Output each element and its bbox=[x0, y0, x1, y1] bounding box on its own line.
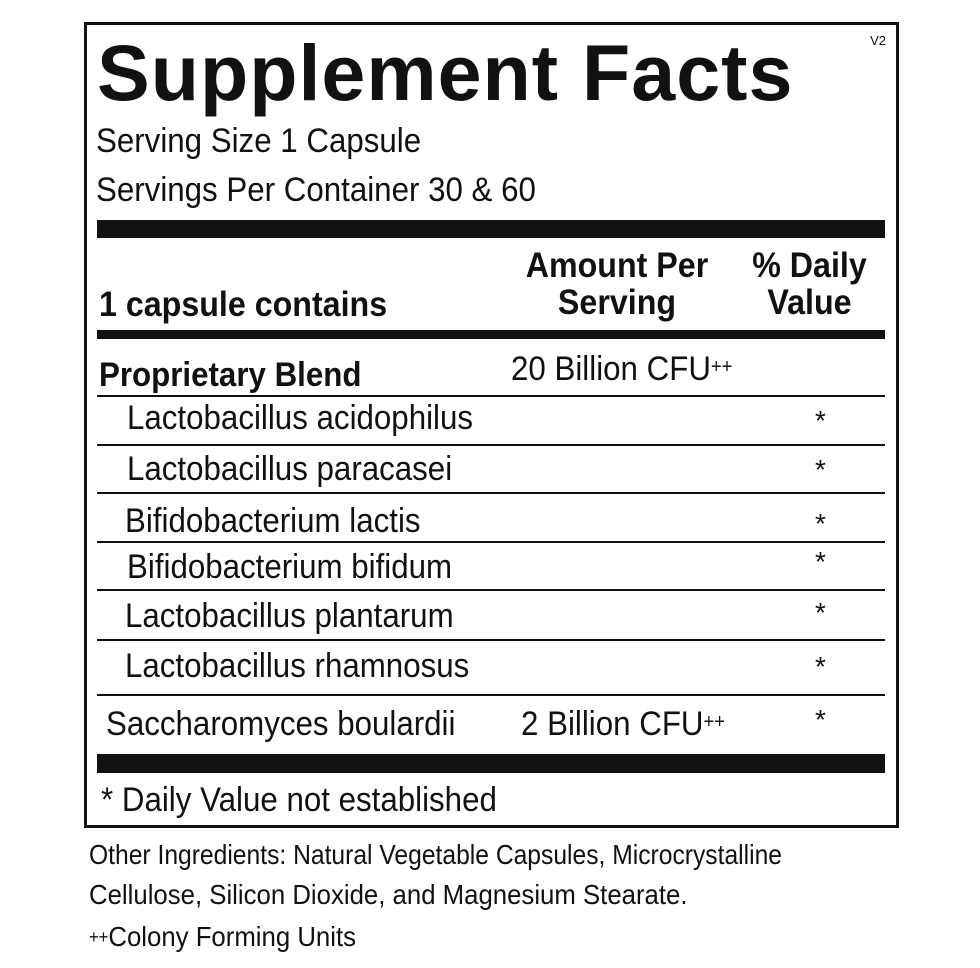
row-rule bbox=[97, 589, 885, 591]
servings-per-container: Servings Per Container 30 & 60 bbox=[96, 171, 536, 209]
strain-dv: * bbox=[815, 454, 826, 485]
strain-name: Lactobacillus acidophilus bbox=[127, 399, 474, 437]
strain-name: Lactobacillus rhamnosus bbox=[125, 647, 470, 685]
blend-name: Proprietary Blend bbox=[99, 356, 362, 394]
saccharomyces-amount: 2 Billion CFU++ bbox=[521, 705, 726, 743]
header-amount-line1: Amount Per bbox=[525, 246, 709, 285]
strain-name: Bifidobacterium bifidum bbox=[127, 548, 453, 586]
blend-amount-sup: ++ bbox=[710, 356, 733, 378]
strain-dv: * bbox=[815, 405, 826, 436]
label-title: Supplement Facts bbox=[97, 28, 794, 117]
other-ingredients-line1: Other Ingredients: Natural Vegetable Capsules, Microcrystalline bbox=[89, 839, 782, 870]
strain-dv: * bbox=[815, 651, 826, 682]
version-tag: V2 bbox=[870, 33, 886, 48]
row-rule bbox=[97, 694, 885, 696]
header-contains: 1 capsule contains bbox=[99, 285, 388, 324]
supplement-facts-panel bbox=[84, 22, 899, 828]
cfu-note: ++Colony Forming Units bbox=[89, 921, 357, 952]
strain-dv: * bbox=[815, 546, 826, 577]
serving-size: Serving Size 1 Capsule bbox=[96, 122, 422, 160]
row-rule bbox=[97, 444, 885, 446]
strain-name: Lactobacillus paracasei bbox=[127, 450, 453, 488]
row-rule bbox=[97, 395, 885, 397]
cfu-note-sup: ++ bbox=[89, 927, 109, 947]
thick-divider-bottom bbox=[97, 754, 885, 773]
other-ingredients-line2: Cellulose, Silicon Dioxide, and Magnesium Stearate. bbox=[89, 879, 688, 910]
blend-amount: 20 Billion CFU++ bbox=[511, 350, 733, 388]
header-amount-line2: Serving bbox=[557, 283, 677, 322]
strain-dv: * bbox=[815, 508, 826, 539]
header-dv-line2: Value bbox=[767, 283, 852, 322]
saccharomyces-amount-sup: ++ bbox=[703, 711, 726, 733]
header-dv-line1: % Daily bbox=[752, 246, 867, 285]
strain-dv: * bbox=[815, 597, 826, 628]
saccharomyces-name: Saccharomyces boulardii bbox=[106, 705, 456, 743]
medium-divider bbox=[97, 330, 885, 339]
strain-name: Bifidobacterium lactis bbox=[125, 502, 421, 540]
saccharomyces-dv: * bbox=[815, 704, 826, 735]
daily-value-footnote: * Daily Value not established bbox=[101, 781, 497, 819]
row-rule bbox=[97, 492, 885, 494]
row-rule bbox=[97, 639, 885, 641]
row-rule bbox=[97, 541, 885, 543]
strain-name: Lactobacillus plantarum bbox=[125, 597, 454, 635]
thick-divider-top bbox=[97, 220, 885, 238]
